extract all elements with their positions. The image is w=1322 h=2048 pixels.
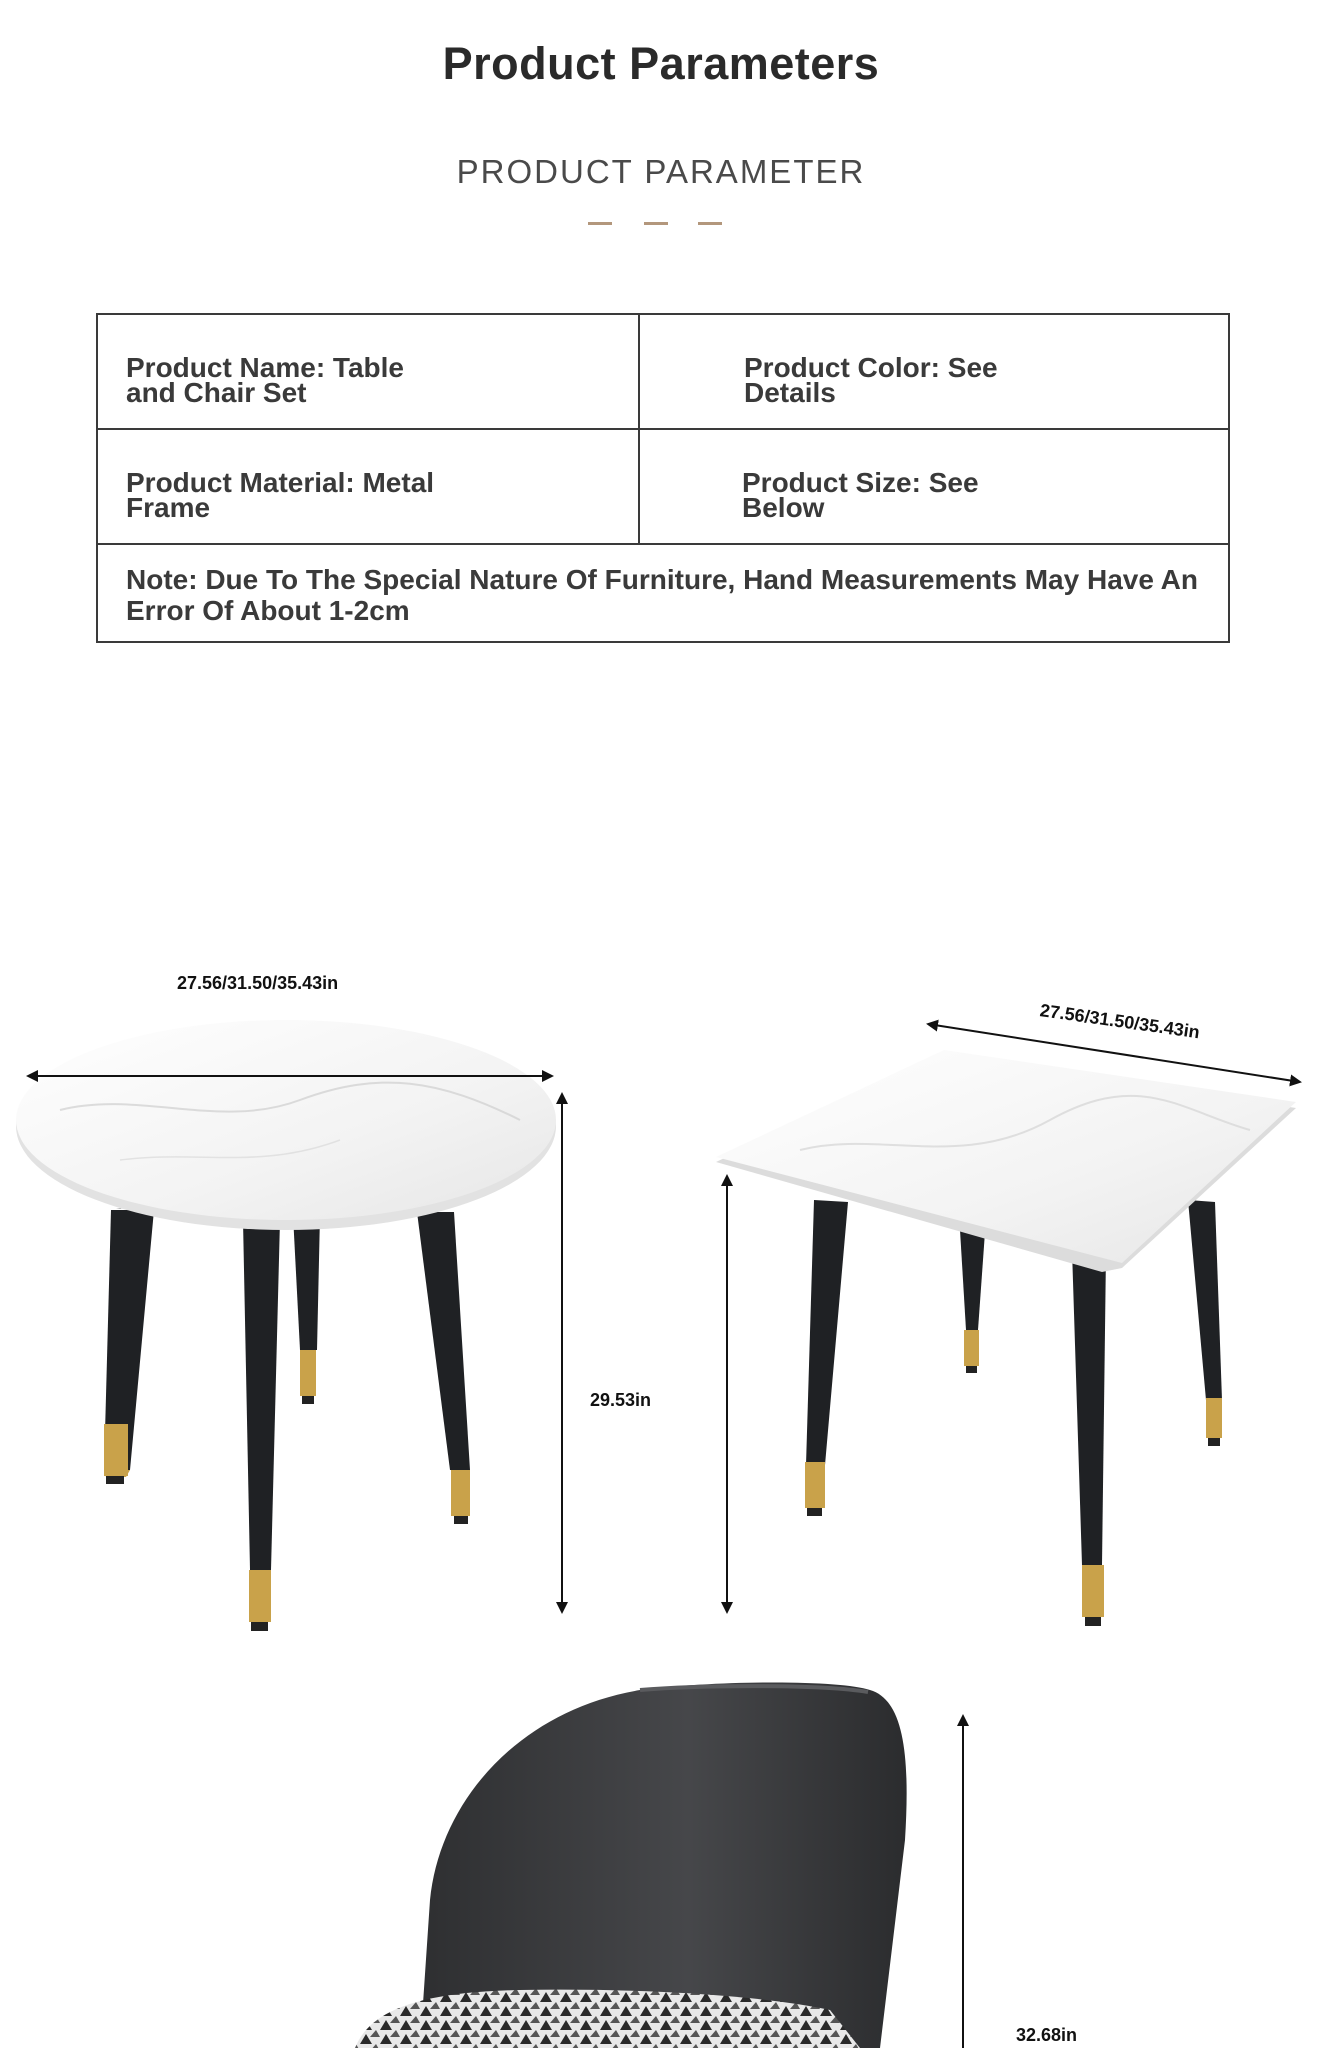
page-title: Product Parameters: [442, 38, 880, 89]
param-material: Product Material: Metal Frame: [126, 467, 435, 523]
page-subtitle: PRODUCT PARAMETER: [456, 153, 866, 190]
param-name: Product Name: Table and Chair Set: [126, 352, 404, 408]
table-height-label: 29.53in: [590, 1390, 652, 1410]
chair: [355, 1683, 907, 2048]
round-table: [16, 1020, 556, 1631]
param-size: Product Size: See Below: [742, 467, 979, 523]
round-table-width-label: 27.56/31.50/35.43in: [177, 973, 339, 993]
param-color: Product Color: See Details: [744, 352, 998, 408]
square-table-width-label: 27.56/31.50/35.43in: [1038, 1000, 1202, 1043]
chair-height-label: 32.68in: [1016, 2025, 1078, 2045]
param-note: Note: Due To The Special Nature Of Furniture, Hand Measurements May Have An Error Of About 1-2cm: [126, 564, 1198, 626]
square-table: [716, 1050, 1296, 1626]
